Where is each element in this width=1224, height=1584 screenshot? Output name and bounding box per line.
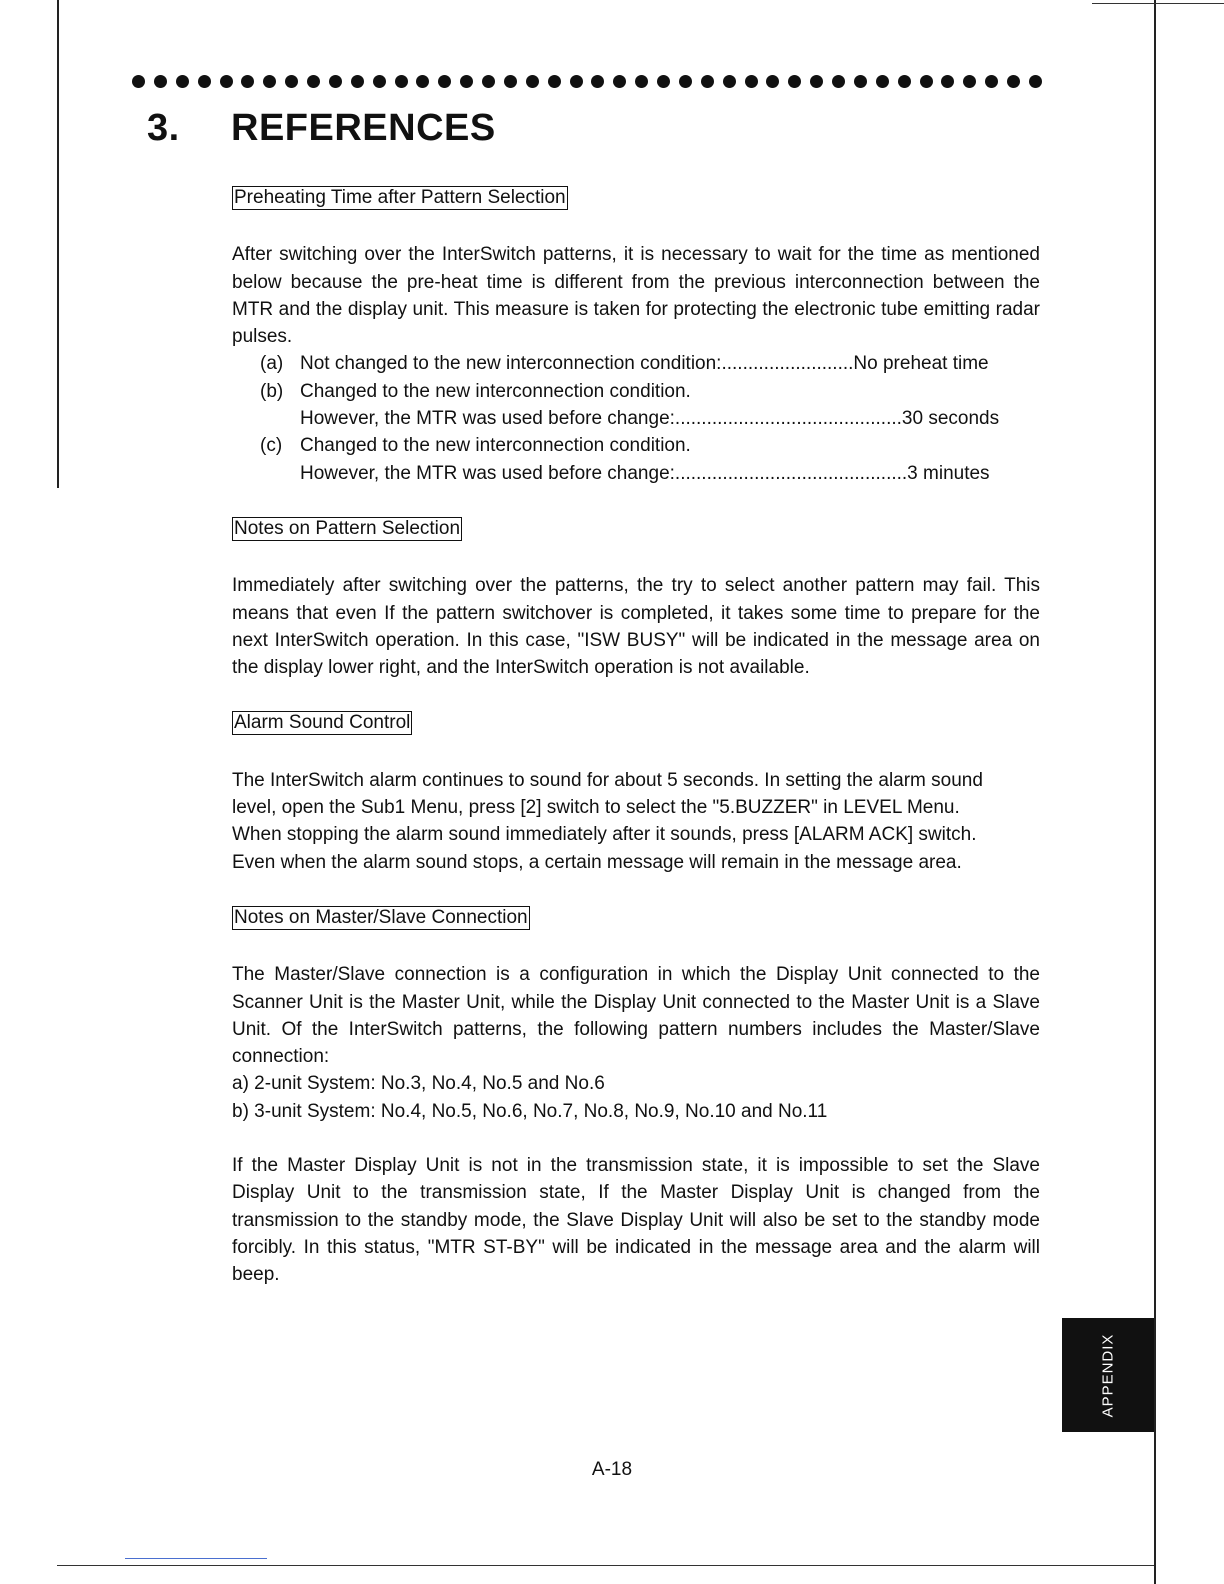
divider-dot — [526, 75, 539, 88]
paragraph: After switching over the InterSwitch patterns, it is necessary to wait for the time as mentioned below because the pre-heat time is different from the previous interconnection between the MTR and the display unit. This measure is taken for protecting the electronic tube emitting radar pulses. — [232, 244, 1040, 348]
left-margin-rule — [57, 0, 59, 488]
divider-dot — [220, 75, 233, 88]
chapter-title: REFERENCES — [231, 107, 496, 149]
section-title: Preheating Time after Pattern Selection — [234, 187, 566, 208]
divider-dot — [635, 75, 648, 88]
divider-dot — [941, 75, 954, 88]
divider-dot — [241, 75, 254, 88]
divider-dot — [920, 75, 933, 88]
appendix-tab-label: APPENDIX — [1099, 1333, 1117, 1417]
list-item: a) 2-unit System: No.3, No.4, No.5 and No.6 — [232, 1073, 605, 1095]
bottom-rule — [57, 1565, 1154, 1566]
section-alarm-sound — [232, 709, 1040, 875]
list-item: (a) Not changed to the new interconnection condition:.........................No preheat time — [260, 353, 989, 375]
divider-dot — [154, 75, 167, 88]
list-item: b) 3-unit System: No.4, No.5, No.6, No.7, No.8, No.9, No.10 and No.11 — [232, 1100, 828, 1122]
divider-dot — [854, 75, 867, 88]
divider-dot — [985, 75, 998, 88]
divider-dot — [613, 75, 626, 88]
list-item: (c) Changed to the new interconnection condition. However, the MTR was used before change:............................................3 minutes — [260, 435, 990, 484]
divider-dot — [1007, 75, 1020, 88]
divider-dot — [263, 75, 276, 88]
chapter-number: 3. — [147, 107, 180, 149]
section-pattern-selection — [232, 515, 1040, 681]
top-rule — [1092, 3, 1224, 4]
divider-dot — [395, 75, 408, 88]
appendix-tab — [1062, 1318, 1154, 1432]
divider-dot — [198, 75, 211, 88]
page-number: A-18 — [591, 1459, 633, 1480]
section-title: Notes on Master/Slave Connection — [234, 906, 528, 928]
divider-dot — [723, 75, 736, 88]
divider-dot — [963, 75, 976, 88]
paragraph: If the Master Display Unit is not in the transmission state, it is impossible to set the Slave Display Unit to the transmission state, If the Master Display Unit is changed from the transmission to the standby mode, the Slave Display Unit will also be set to the standby mode forcibly. In this status, "MTR ST-BY" will be indicated in the message area and the alarm will beep. — [232, 1155, 1040, 1286]
divider-dot — [1029, 75, 1042, 88]
divider-dot — [307, 75, 320, 88]
divider-dot — [570, 75, 583, 88]
divider-dot — [898, 75, 911, 88]
divider-dot — [876, 75, 889, 88]
page-content — [232, 184, 1040, 1289]
divider-dot — [504, 75, 517, 88]
paragraph: The InterSwitch alarm continues to sound for about 5 seconds. In setting the alarm sound level, open the Sub1 Menu, press [2] switch to select the "5.BUZZER" in LEVEL Menu. When stopping the alarm sound immediately after it sounds, press [ALARM ACK] switch. Even when the alarm sound stops, a certain message will remain in the message area. — [232, 769, 983, 873]
bottom-accent-rule — [125, 1558, 267, 1559]
divider-dot — [176, 75, 189, 88]
dotted-divider — [132, 69, 1042, 93]
divider-dot — [438, 75, 451, 88]
divider-dot — [832, 75, 845, 88]
divider-dot — [766, 75, 779, 88]
divider-dot — [416, 75, 429, 88]
paragraph: The Master/Slave connection is a configuration in which the Display Unit connected to the Scanner Unit is the Master Unit, while the Display Unit connected to the Master Unit is a Slave Unit. Of the InterSwitch patterns, the following pattern numbers includes the Master/Slave connection: — [232, 964, 1040, 1068]
divider-dot — [460, 75, 473, 88]
section-title: Notes on Pattern Selection — [234, 517, 461, 539]
divider-dot — [745, 75, 758, 88]
section-master-slave — [232, 904, 1040, 1289]
divider-dot — [679, 75, 692, 88]
divider-dot — [285, 75, 298, 88]
right-margin-rule — [1154, 0, 1156, 1584]
divider-dot — [548, 75, 561, 88]
divider-dot — [329, 75, 342, 88]
paragraph: Immediately after switching over the patterns, the try to select another pattern may fail. This means that even If the pattern switchover is completed, it takes some time to prepare for the next InterSwitch operation. In this case, "ISW BUSY" will be indicated in the message area on the display lower right, and the InterSwitch operation is not available. — [232, 575, 1040, 679]
divider-dot — [482, 75, 495, 88]
divider-dot — [351, 75, 364, 88]
divider-dot — [132, 75, 145, 88]
section-preheating — [232, 184, 1040, 487]
divider-dot — [701, 75, 714, 88]
divider-dot — [373, 75, 386, 88]
divider-dot — [657, 75, 670, 88]
list-item: (b) Changed to the new interconnection condition. However, the MTR was used before change:...........................................30 seconds — [260, 380, 1000, 430]
divider-dot — [788, 75, 801, 88]
chapter-heading — [147, 107, 496, 150]
preheat-list — [232, 350, 1040, 486]
divider-dot — [810, 75, 823, 88]
section-title: Alarm Sound Control — [234, 712, 411, 734]
divider-dot — [591, 75, 604, 88]
